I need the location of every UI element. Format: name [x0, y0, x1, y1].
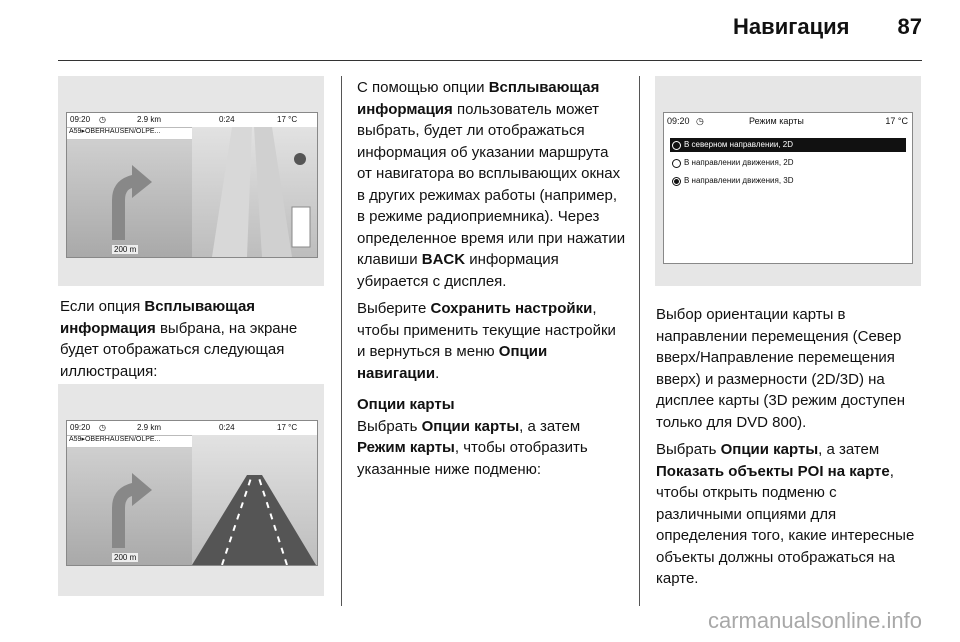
figure-map-mode-menu [655, 76, 921, 286]
radio-selected-icon [672, 177, 681, 186]
page-header [733, 14, 922, 40]
highway-view [192, 435, 317, 565]
eta: 0:24 [219, 115, 235, 124]
paragraph-poi: Выбрать Опции карты, а затем Показать объекты POI на карте, чтобы открыть подменю с различными опциями для определения того, какие интересные объекты должны отображаться на карте. [656, 441, 915, 587]
turn-arrow-icon [67, 140, 192, 257]
turn-arrow-panel [67, 140, 192, 257]
distance: 2.9 km [137, 423, 162, 432]
column-divider-2 [639, 76, 640, 606]
header-rule [58, 60, 922, 61]
clock-icon: ◷ [99, 423, 106, 432]
nav-screen-highway [66, 420, 318, 566]
distance: 2.9 km [137, 115, 162, 124]
clock-icon: ◷ [99, 115, 106, 124]
turn-distance: 200 m [114, 553, 137, 562]
temperature: 17 °C [885, 116, 908, 126]
watermark: carmanualsonline.info [707, 608, 922, 633]
status-bar [67, 113, 317, 128]
turn-distance: 200 m [114, 245, 137, 254]
radio-icon [672, 159, 681, 168]
time: 09:20 [70, 423, 91, 432]
column-3-text [656, 304, 926, 596]
nav-screen [66, 112, 318, 258]
column-divider-1 [341, 76, 342, 606]
map-view [192, 127, 317, 257]
paragraph-popup-info: С помощью опции Всплывающая информация пользователь может выбрать, будет ли отображаться информация об указании маршрута от навигатора во всплывающих окнах в других режимах работы (например, в режиме радиоприемника). Через определенное время или при нажатии клавиши BACK информация убирается с дисплея. [357, 79, 626, 290]
eta: 0:24 [219, 423, 235, 432]
figure-nav-screen-1 [58, 76, 324, 286]
menu-item-heading-2d[interactable]: В направлении движения, 2D [670, 156, 906, 170]
road-view-icon [192, 127, 316, 257]
road-name: A59▸OBERHAUSEN/OLPE... [67, 435, 317, 448]
road-name: A59▸OBERHAUSEN/OLPE... [67, 127, 317, 140]
column-2-text [357, 77, 627, 486]
subheading-map-options: Опции карты [357, 396, 455, 413]
time: 09:20 [667, 116, 690, 126]
page-number: 87 [897, 14, 922, 39]
paragraph-map-mode: Выбрать Опции карты, а затем Режим карты, чтобы отобразить указанные ниже подменю: [357, 417, 588, 478]
paragraph-orientation: Выбор ориентации карты в направлении перемещения (Север вверх/Направление перемещения вверх) и размерности (2D/3D) на дисплее карты (3D режим доступен только для DVD 800). [656, 306, 906, 431]
paragraph-save-settings: Выберите Сохранить настройки, чтобы применить текущие настройки и вернуться в меню Опции навигации. [357, 300, 616, 382]
map-mode-menu [663, 112, 913, 264]
menu-item-north-2d[interactable]: В северном направлении, 2D [670, 138, 906, 152]
highway-lanes-icon [192, 435, 316, 565]
column-1-text [60, 296, 330, 388]
radio-icon [672, 141, 681, 150]
paragraph: Если опция Всплывающая информация выбрана, на экране будет отображаться следующая иллюстрация: [60, 298, 298, 380]
figure-nav-screen-2 [58, 384, 324, 596]
status-bar [67, 421, 317, 436]
menu-item-heading-3d[interactable]: В направлении движения, 3D [670, 174, 906, 188]
clock-icon: ◷ [696, 116, 704, 126]
turn-arrow-icon [67, 448, 192, 565]
temperature: 17 °C [277, 115, 298, 124]
turn-arrow-panel [67, 448, 192, 565]
menu-title: Режим карты [749, 116, 804, 126]
temperature: 17 °C [277, 423, 298, 432]
time: 09:20 [70, 115, 91, 124]
page-title: Навигация [733, 14, 850, 39]
